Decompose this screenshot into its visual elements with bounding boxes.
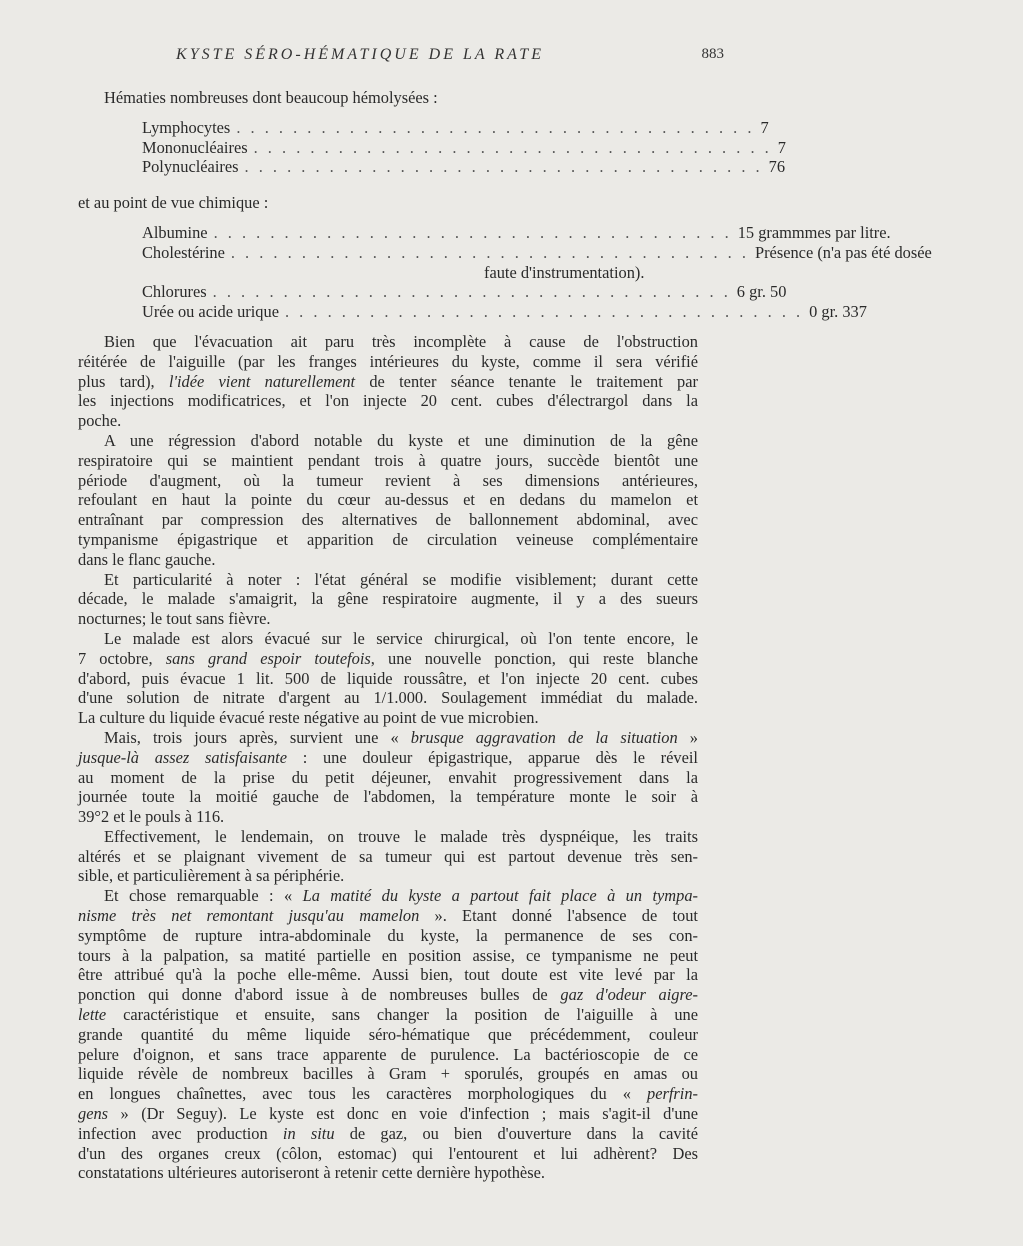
row-label: Cholestérine: [142, 242, 225, 262]
text-line: La culture du liquide évacué reste négative au point de vue microbien.: [78, 708, 539, 728]
paragraph: [78, 886, 698, 1183]
leader-dots: . . . . . . . . . . . . . . . . . . . . . . . . . . . . . . . . . . . . .: [213, 222, 732, 242]
text-line: sible, et particulièrement à sa périphérie.: [78, 866, 345, 886]
text-line: liquide révèle de nombreux bacilles à Gram + sporulés, groupés en amas ou: [78, 1064, 698, 1084]
row-value: 7: [777, 137, 786, 157]
text-line: 7 octobre, sans grand espoir toutefois, une nouvelle ponction, qui reste blanche: [78, 648, 698, 668]
chem-intro: et au point de vue chimique :: [78, 193, 269, 213]
text-line: 39°2 et le pouls à 116.: [78, 807, 225, 827]
leader-dots: [142, 263, 484, 283]
row-label: Chlorures: [142, 282, 207, 302]
text-line: plus tard), l'idée vient naturellement de tenter séance tenante le traitement par: [78, 371, 698, 391]
text-line: ponction qui donne d'abord issue à de nombreuses bulles de gaz d'odeur aigre-: [78, 985, 699, 1005]
body-text: [78, 88, 932, 1183]
table-row: [142, 242, 932, 263]
paragraph: [78, 629, 698, 728]
text-line: Et particularité à noter : l'état général se modifie visiblement; durant cette: [104, 569, 698, 589]
text-line: en longues chaînettes, avec tous les caractères morphologiques du « perfrin-: [78, 1084, 698, 1104]
row-label: Urée ou acide urique: [142, 302, 279, 322]
text-line: pelure d'oignon, et sans trace apparente de purulence. La bactérioscopie de ce: [78, 1044, 698, 1064]
row-value: 15 grammmes par litre.: [737, 222, 891, 242]
paragraph: [78, 332, 698, 431]
table-row: [142, 137, 786, 158]
cell-count-table: [142, 117, 786, 177]
text-line: d'un des organes creux (côlon, estomac) qui l'entourent et lui adhèrent? Des: [78, 1143, 698, 1163]
text-line: nocturnes; le tout sans fièvre.: [78, 609, 271, 629]
row-value: 7: [760, 117, 769, 137]
paragraph: [78, 827, 698, 886]
intro-line: Hématies nombreuses dont beaucoup hémolysées :: [104, 88, 438, 107]
leader-dots: . . . . . . . . . . . . . . . . . . . . . . . . . . . . . . . . . . . . .: [244, 157, 763, 177]
text-line: grande quantité du même liquide séro-hématique que précédemment, couleur: [78, 1024, 698, 1044]
table-row: [142, 302, 867, 322]
leader-dots: . . . . . . . . . . . . . . . . . . . . . . . . . . . . . . . . . . . . .: [236, 117, 755, 137]
text-line: refoulant en haut la pointe du cœur au-dessus et en dedans du mamelon et: [78, 490, 698, 510]
text-line: altérés et se plaignant vivement de sa tumeur qui est partout devenue très sen-: [78, 846, 698, 866]
page-header: [78, 46, 724, 66]
leader-dots: . . . . . . . . . . . . . . . . . . . . . . . . . . . . . . . . . . . . .: [253, 137, 772, 157]
row-label: Mononucléaires: [142, 137, 248, 157]
text-line: poche.: [78, 411, 122, 431]
text-line: nisme très net remontant jusqu'au mamelon ». Etant donné l'absence de tout: [78, 906, 698, 926]
text-line: gens » (Dr Seguy). Le kyste est donc en voie d'infection ; mais s'agit-il d'une: [78, 1104, 698, 1124]
row-value: 0 gr. 337: [809, 302, 867, 322]
text-line: constatations ultérieures autoriseront à retenir cette dernière hypothèse.: [78, 1163, 545, 1183]
text-line: dans le flanc gauche.: [78, 549, 216, 569]
table-row: [142, 117, 769, 138]
text-line: d'abord, puis évacue 1 lit. 500 de liquide roussâtre, et l'on injecte 20 cent. cubes: [78, 668, 698, 688]
row-value: 6 gr. 50: [736, 282, 787, 302]
text-line: symptôme de rupture intra-abdominale du kyste, la permanence de ses con-: [78, 925, 698, 945]
row-label: Polynucléaires: [142, 157, 239, 177]
row-value: 76: [768, 157, 786, 177]
text-line: être attribué qu'à la poche elle-même. Aussi bien, tout doute est vite levé par la: [78, 965, 698, 985]
text-line: infection avec production in situ de gaz, ou bien d'ouverture dans la cavité: [78, 1123, 698, 1143]
text-line: les injections modificatrices, et l'on injecte 20 cent. cubes d'électrargol dans la: [78, 391, 698, 411]
text-line: A une régression d'abord notable du kyste et une diminution de la gêne: [104, 430, 698, 450]
text-line: d'une solution de nitrate d'argent au 1/1.000. Soulagement immédiat du malade.: [78, 688, 698, 708]
text-line: tours à la palpation, sa matité partielle en position assise, ce tympanisme ne peut: [78, 945, 698, 965]
text-line: tympanisme épigastrique et apparition de circulation veineuse complémentaire: [78, 529, 698, 549]
paragraphs: [78, 332, 698, 1183]
text-line: décade, le malade s'amaigrit, la gêne respiratoire augmente, il y a des sueurs: [78, 589, 698, 609]
text-line: jusque-là assez satisfaisante : une douleur épigastrique, apparue dès le réveil: [78, 747, 698, 767]
table-row: [142, 157, 786, 177]
leader-dots: . . . . . . . . . . . . . . . . . . . . . . . . . . . . . . . . . . . . .: [284, 302, 804, 322]
text-line: lette caractéristique et ensuite, sans changer la position de l'aiguille à une: [78, 1005, 698, 1025]
text-line: Effectivement, le lendemain, on trouve le malade très dyspnéique, les traits: [104, 826, 698, 846]
text-line: journée toute la moitié gauche de l'abdomen, la température monte le soir à: [78, 787, 698, 807]
row-label: Albumine: [142, 222, 208, 242]
row-value: Présence (n'a pas été dosée: [754, 242, 932, 262]
paragraph: [78, 728, 698, 827]
chemistry-table: [142, 222, 932, 322]
table-row: [142, 222, 891, 243]
text-line: Mais, trois jours après, survient une « brusque aggravation de la situation »: [104, 727, 698, 747]
text-line: réitérée de l'aiguille (par les franges intérieures du kyste, comme il sera vérifié: [78, 351, 698, 371]
row-value: faute d'instrumentation).: [484, 262, 645, 282]
paragraph: [78, 570, 698, 629]
leader-dots: . . . . . . . . . . . . . . . . . . . . . . . . . . . . . . . . . . . . .: [212, 282, 731, 302]
table-row: [142, 282, 787, 302]
text-line: entraînant par compression des alternatives de ballonnement abdominal, avec: [78, 510, 698, 530]
text-line: Le malade est alors évacué sur le service chirurgical, où l'on tente encore, le: [104, 628, 698, 648]
paragraph: [78, 431, 698, 570]
text-line: au moment de la prise du petit déjeuner, envahit progressivement dans la: [78, 767, 698, 787]
text-line: période d'augment, où la tumeur revient à ses dimensions antérieures,: [78, 470, 698, 490]
text-line: Et chose remarquable : « La matité du kyste a partout fait place à un tympa-: [104, 886, 698, 906]
text-line: Bien que l'évacuation ait paru très incomplète à cause de l'obstruction: [104, 331, 698, 351]
page-number: 883: [701, 46, 724, 62]
running-title: KYSTE SÉRO-HÉMATIQUE DE LA RATE: [176, 46, 544, 63]
text-line: respiratoire qui se maintient pendant trois à quatre jours, succède bientôt une: [78, 450, 698, 470]
row-label: Lymphocytes: [142, 117, 231, 137]
leader-dots: . . . . . . . . . . . . . . . . . . . . . . . . . . . . . . . . . . . . .: [230, 242, 749, 262]
table-row: [142, 263, 698, 283]
